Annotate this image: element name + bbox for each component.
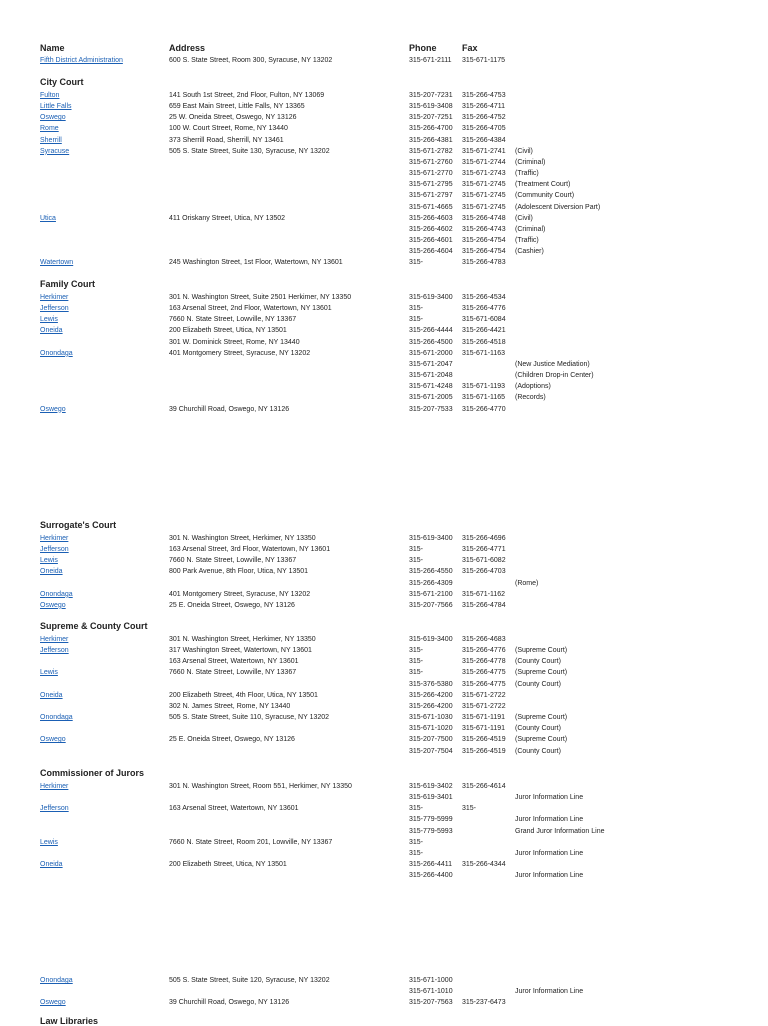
court-name-link[interactable]: Onondaga [40,977,73,984]
note-cell: (Children Drop-in Center) [515,372,594,380]
address-cell: 301 N. Washington Street, Suite 2501 Herkimer, NY 13350 [169,294,352,301]
table-row [0,392,768,403]
fax-cell: 315-671-1162 [462,590,506,598]
fax-cell: 315-671-2745 [462,203,506,211]
address-cell: 200 Elizabeth Street, Utica, NY 13501 [169,327,287,335]
phone-cell: 315-207-7566 [409,601,453,609]
court-name-link[interactable]: Oswego [40,601,66,609]
court-name-link[interactable]: Fifth District Administration [40,57,123,64]
table-row [0,190,768,201]
fax-cell: 315-266-4344 [462,861,506,869]
table-row [0,101,768,112]
fax-cell: 315-671-1163 [462,349,506,357]
phone-cell: 315-619-3400 [409,535,453,542]
note-cell: (Traffic) [515,170,539,178]
column-header-address: Address [169,43,206,53]
fax-cell: 315-266-4770 [462,405,506,413]
address-cell: 600 S. State Street, Room 300, Syracuse, NY 13202 [169,57,333,64]
note-cell: (Criminal) [515,158,546,166]
court-name-link[interactable]: Herkimer [40,294,69,301]
phone-cell: 315-266-4603 [409,214,453,222]
court-name-link[interactable]: Lewis [40,316,58,324]
address-cell: 39 Churchill Road, Oswego, NY 13126 [169,405,290,413]
section-title: Law Libraries [40,1016,99,1026]
court-name-link[interactable]: Herkimer [40,636,69,643]
fax-cell: 315-671-1165 [462,394,506,402]
court-name-link[interactable]: Jefferson [40,305,69,313]
table-row [0,734,768,745]
table-row [0,656,768,667]
phone-cell: 315-207-7500 [409,736,453,744]
fax-cell: 315-266-4384 [462,136,506,144]
address-cell: 245 Washington Street, 1st Floor, Watertown, NY 13601 [169,259,343,267]
note-cell: (New Justice Mediation) [515,360,590,368]
note-cell: (Supreme Court) [515,714,568,722]
phone-cell: 315- [409,316,424,324]
phone-cell: 315-671-2760 [409,158,453,166]
fax-cell: 315-266-4696 [462,535,506,542]
address-cell: 800 Park Avenue, 8th Floor, Utica, NY 13501 [169,568,309,576]
section-title: City Court [40,77,84,87]
note-cell: (Treatment Court) [515,181,571,189]
court-name-link[interactable]: Onondaga [40,349,73,357]
court-name-link[interactable]: Oswego [40,114,66,122]
phone-cell: 315-619-3408 [409,103,453,111]
fax-cell: 315-266-4754 [462,236,506,244]
note-cell: (Civil) [515,214,533,222]
phone-cell: 315-671-4665 [409,203,453,211]
section-title: Supreme & County Court [40,621,148,631]
phone-cell: 315-266-4309 [409,579,453,587]
phone-cell: 315-266-4602 [409,225,453,233]
address-cell: 7660 N. State Street, Lowville, NY 13367 [169,669,297,677]
fax-cell: 315-266-4743 [462,225,506,233]
phone-cell: 315-671-1020 [409,725,453,733]
phone-cell: 315- [409,259,424,267]
table-row [0,645,768,656]
table-row [0,826,768,837]
table-row [0,859,768,870]
phone-cell: 315-266-4604 [409,248,453,256]
phone-cell: 315- [409,557,424,565]
phone-cell: 315-266-4200 [409,702,453,710]
phone-cell: 315-207-7251 [409,114,453,122]
phone-cell: 315-266-4381 [409,136,453,144]
phone-cell: 315-266-4500 [409,338,453,346]
address-cell: 7660 N. State Street, Lowville, NY 13367 [169,557,297,565]
court-name-link[interactable]: Lewis [40,557,58,565]
column-header-name: Name [40,43,65,53]
phone-cell: 315-207-7231 [409,92,453,99]
address-cell: 302 N. James Street, Rome, NY 13440 [169,702,291,710]
table-row [0,701,768,712]
address-cell: 505 S. State Street, Suite 130, Syracuse, NY 13202 [169,147,330,155]
note-cell: (Supreme Court) [515,647,568,655]
court-name-link[interactable]: Oneida [40,568,63,576]
table-row [0,348,768,359]
court-name-link[interactable]: Syracuse [40,147,70,155]
fax-cell: 315-266-4683 [462,636,506,643]
phone-cell: 315-266-4200 [409,691,453,699]
phone-cell: 315-619-3402 [409,783,453,790]
court-name-link[interactable]: Jefferson [40,647,69,655]
table-row [0,257,768,268]
fax-cell: 315-671-6082 [462,557,506,565]
note-cell: Juror Information Line [515,988,584,996]
phone-cell: 315-266-4700 [409,125,453,133]
table-row [0,202,768,213]
fax-cell: 315-671-2743 [462,170,506,178]
phone-cell: 315-619-3401 [409,794,453,802]
address-cell: 401 Montgomery Street, Syracuse, NY 13202 [169,349,311,357]
phone-cell: 315-266-4550 [409,568,453,576]
table-row [0,314,768,325]
fax-cell: 315-266-4518 [462,338,506,346]
address-cell: 301 N. Washington Street, Herkimer, NY 13350 [169,636,316,643]
court-name-link[interactable]: Onondaga [40,590,73,598]
address-cell: 7660 N. State Street, Room 201, Lowville, NY 13367 [169,838,333,846]
court-name-link[interactable]: Oneida [40,691,63,699]
table-row [0,667,768,678]
address-cell: 505 S. State Street, Suite 110, Syracuse, NY 13202 [169,714,330,722]
table-row [0,123,768,134]
phone-cell: 315-619-3400 [409,294,453,301]
court-name-link[interactable]: Little Falls [40,103,72,111]
fax-cell: 315-671-2745 [462,192,506,200]
court-name-link[interactable]: Herkimer [40,783,69,790]
phone-cell: 315- [409,838,424,846]
fax-cell: 315-671-1175 [462,57,506,64]
phone-cell: 315- [409,658,424,666]
fax-cell: 315-266-4776 [462,305,506,313]
phone-cell: 315-779-5993 [409,827,453,835]
table-row [0,235,768,246]
table-row [0,600,768,611]
table-row [0,712,768,723]
court-name-link[interactable]: Oneida [40,327,63,335]
note-cell: (Traffic) [515,236,539,244]
address-cell: 25 E. Oneida Street, Oswego, NY 13126 [169,736,295,744]
table-row [0,381,768,392]
table-row [0,370,768,381]
table-row [0,90,768,101]
phone-cell: 315-266-4400 [409,872,453,880]
table-row [0,404,768,415]
section-title: Commissioner of Jurors [40,768,145,778]
court-name-link[interactable]: Fulton [40,92,60,99]
table-row [0,292,768,303]
court-name-link[interactable]: Oswego [40,999,66,1007]
table-row [0,986,768,997]
fax-cell: 315-266-4784 [462,601,506,609]
column-header-fax: Fax [462,43,478,53]
phone-cell: 315-671-2770 [409,170,453,178]
note-cell: (Cashier) [515,248,544,256]
table-row [0,337,768,348]
table-row [0,303,768,314]
note-cell: Juror Information Line [515,849,584,857]
table-row [0,168,768,179]
fax-cell: 315-671-1191 [462,714,506,722]
note-cell: (Community Court) [515,192,575,200]
phone-cell: 315- [409,849,424,857]
fax-cell: 315-671-2722 [462,691,506,699]
phone-cell: 315-671-2111 [409,57,452,64]
fax-cell: 315-266-4783 [462,259,506,267]
note-cell: (Supreme Court) [515,669,568,677]
court-name-link[interactable]: Lewis [40,669,58,677]
court-name-link[interactable]: Sherrill [40,136,62,144]
fax-cell: 315-266-4748 [462,214,506,222]
note-cell: (County Court) [515,725,561,733]
table-row [0,746,768,757]
address-cell: 301 W. Dominick Street, Rome, NY 13440 [169,338,300,346]
fax-cell: 315-266-4771 [462,546,506,554]
court-name-link[interactable]: Jefferson [40,805,69,813]
court-name-link[interactable]: Lewis [40,838,58,846]
address-cell: 163 Arsenal Street, Watertown, NY 13601 [169,805,299,813]
table-row [0,112,768,123]
phone-cell: 315-671-1000 [409,977,453,984]
table-row [0,135,768,146]
phone-cell: 315- [409,647,424,655]
note-cell: (County Court) [515,680,561,688]
table-row [0,146,768,157]
court-name-link[interactable]: Herkimer [40,535,69,542]
fax-cell: 315-671-2745 [462,181,506,189]
phone-cell: 315-671-2047 [409,360,453,368]
table-row [0,589,768,600]
phone-cell: 315-671-2005 [409,394,453,402]
fax-cell: 315-266-4534 [462,294,506,301]
table-row [0,533,768,544]
address-cell: 301 N. Washington Street, Room 551, Herkimer, NY 13350 [169,783,352,790]
address-cell: 659 East Main Street, Little Falls, NY 13365 [169,103,305,111]
note-cell: Juror Information Line [515,816,584,824]
note-cell: (Records) [515,394,546,402]
phone-cell: 315-671-2795 [409,181,453,189]
address-cell: 100 W. Court Street, Rome, NY 13440 [169,125,288,133]
table-row [0,975,768,986]
fax-cell: 315-237-6473 [462,999,506,1007]
phone-cell: 315-671-2100 [409,590,453,598]
phone-cell: 315- [409,805,424,813]
section-title: Family Court [40,279,96,289]
court-name-link[interactable]: Utica [40,214,56,222]
table-row [0,578,768,589]
fax-cell: 315-266-4778 [462,658,506,666]
table-row [0,997,768,1008]
court-name-link[interactable]: Rome [40,125,59,133]
fax-cell: 315-266-4775 [462,669,506,677]
note-cell: (Criminal) [515,225,546,233]
fax-cell: 315-266-4705 [462,125,506,133]
fax-cell: 315-266-4519 [462,747,506,755]
address-cell: 373 Sherrill Road, Sherrill, NY 13461 [169,136,284,144]
address-cell: 141 South 1st Street, 2nd Floor, Fulton, NY 13069 [169,92,325,99]
table-row [0,723,768,734]
note-cell: Juror Information Line [515,872,584,880]
table-row [0,781,768,792]
fax-cell: 315-266-4753 [462,92,506,99]
fax-cell: 315-266-4703 [462,568,506,576]
note-cell: (County Court) [515,658,561,666]
table-row [0,566,768,577]
table-row [0,325,768,336]
address-cell: 401 Montgomery Street, Syracuse, NY 13202 [169,590,311,598]
section-title: Surrogate's Court [40,520,117,530]
note-cell: (Supreme Court) [515,736,568,744]
table-row [0,803,768,814]
phone-cell: 315-671-2782 [409,147,453,155]
note-cell: (Adoptions) [515,383,551,391]
phone-cell: 315-266-4411 [409,861,453,869]
table-row [0,213,768,224]
note-cell: Grand Juror Information Line [515,827,605,835]
table-row [0,679,768,690]
phone-cell: 315-671-1010 [409,988,453,996]
court-name-link[interactable]: Watertown [40,259,74,267]
court-name-link[interactable]: Jefferson [40,546,69,554]
fax-cell: 315-266-4752 [462,114,506,122]
address-cell: 200 Elizabeth Street, Utica, NY 13501 [169,861,287,869]
note-cell: (Adolescent Diversion Part) [515,203,601,211]
table-row [0,814,768,825]
phone-cell: 315-266-4444 [409,327,453,335]
phone-cell: 315-619-3400 [409,636,453,643]
fax-cell: 315-266-4754 [462,248,506,256]
table-row [0,690,768,701]
note-cell: (Civil) [515,147,533,155]
table-row [0,359,768,370]
phone-cell: 315- [409,669,424,677]
table-row [0,837,768,848]
table-row [0,870,768,881]
phone-cell: 315-671-2048 [409,372,453,380]
phone-cell: 315-207-7504 [409,747,453,755]
fax-cell: 315-671-2741 [462,147,506,155]
phone-cell: 315-671-1030 [409,714,453,722]
court-name-link[interactable]: Oneida [40,861,63,869]
fax-cell: 315-671-2744 [462,158,506,166]
court-name-link[interactable]: Oswego [40,736,66,744]
address-cell: 163 Arsenal Street, 2nd Floor, Watertown, NY 13601 [169,305,332,313]
address-cell: 25 W. Oneida Street, Oswego, NY 13126 [169,114,297,122]
phone-cell: 315- [409,305,424,313]
address-cell: 7660 N. State Street, Lowville, NY 13367 [169,316,297,324]
fax-cell: 315- [462,805,477,813]
fax-cell: 315-671-1191 [462,725,506,733]
fax-cell: 315-266-4519 [462,736,506,744]
fax-cell: 315-266-4421 [462,327,506,335]
note-cell: (County Court) [515,747,561,755]
fax-cell: 315-671-2722 [462,702,506,710]
fax-cell: 315-266-4775 [462,680,506,688]
table-row [0,634,768,645]
phone-cell: 315-779-5999 [409,816,453,824]
address-cell: 200 Elizabeth Street, 4th Floor, Utica, NY 13501 [169,691,318,699]
table-row [0,555,768,566]
fax-cell: 315-266-4776 [462,647,506,655]
fax-cell: 315-266-4711 [462,103,506,111]
table-row [0,179,768,190]
fax-cell: 315-671-1193 [462,383,506,391]
table-row [0,792,768,803]
address-cell: 163 Arsenal Street, Watertown, NY 13601 [169,658,299,666]
table-row [0,848,768,859]
note-cell: (Rome) [515,579,539,587]
phone-cell: 315- [409,546,424,554]
phone-cell: 315-376-5380 [409,680,453,688]
phone-cell: 315-671-4248 [409,383,453,391]
court-name-link[interactable]: Onondaga [40,714,73,722]
address-cell: 25 E. Oneida Street, Oswego, NY 13126 [169,601,295,609]
address-cell: 505 S. State Street, Suite 120, Syracuse, NY 13202 [169,977,330,984]
table-row [0,224,768,235]
fax-cell: 315-266-4614 [462,783,506,790]
note-cell: Juror Information Line [515,794,584,802]
address-cell: 317 Washington Street, Watertown, NY 13601 [169,647,312,655]
table-row [0,544,768,555]
court-name-link[interactable]: Oswego [40,405,66,413]
fax-cell: 315-671-6084 [462,316,506,324]
phone-cell: 315-671-2000 [409,349,453,357]
phone-cell: 315-207-7563 [409,999,453,1007]
phone-cell: 315-266-4601 [409,236,453,244]
phone-cell: 315-671-2797 [409,192,453,200]
address-cell: 163 Arsenal Street, 3rd Floor, Watertown, NY 13601 [169,546,331,554]
address-cell: 39 Churchill Road, Oswego, NY 13126 [169,999,290,1007]
address-cell: 301 N. Washington Street, Herkimer, NY 13350 [169,535,316,542]
address-cell: 411 Oriskany Street, Utica, NY 13502 [169,214,286,222]
table-row [0,55,768,66]
table-row [0,246,768,257]
column-header-phone: Phone [409,43,437,53]
phone-cell: 315-207-7533 [409,405,453,413]
table-row [0,157,768,168]
